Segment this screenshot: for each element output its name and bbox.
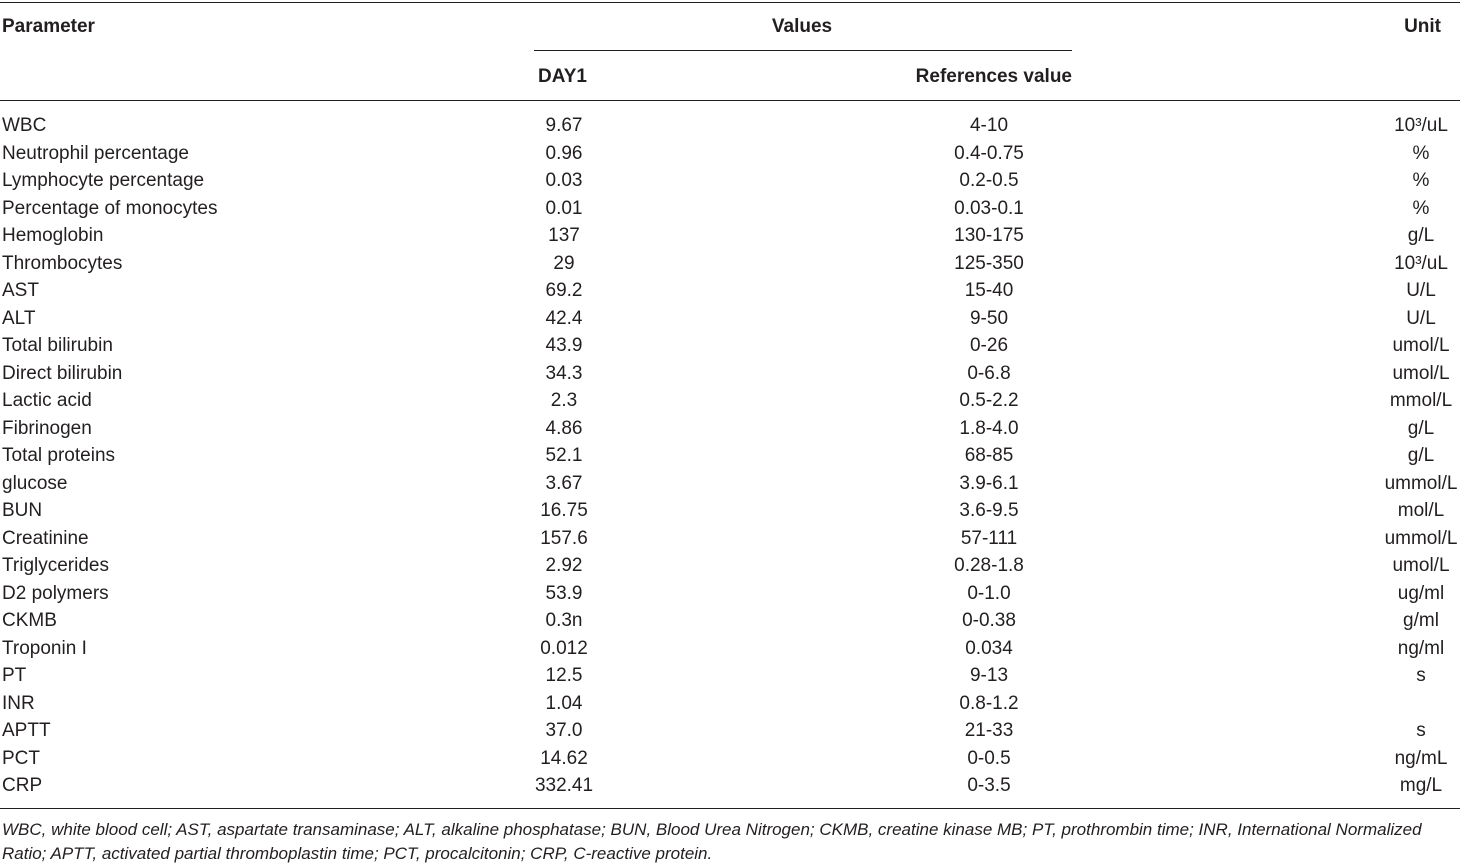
table-row bbox=[0, 140, 1460, 168]
cell-day1: 4.86 bbox=[545, 417, 583, 439]
cell-parameter: CKMB bbox=[2, 610, 57, 631]
cell-reference: 0.5-2.2 bbox=[959, 390, 1019, 411]
cell-parameter: Fibrinogen bbox=[2, 417, 92, 439]
table-row bbox=[0, 772, 1460, 800]
table-row bbox=[0, 607, 1460, 635]
cell-day1: 0.96 bbox=[545, 142, 583, 164]
table-row bbox=[0, 580, 1460, 608]
table-row bbox=[0, 222, 1460, 250]
cell-parameter: Total proteins bbox=[2, 445, 116, 466]
cell-day1: 12.5 bbox=[545, 665, 583, 686]
header-rule bbox=[0, 100, 1460, 101]
cell-reference: 3.6-9.5 bbox=[959, 500, 1019, 521]
table-row bbox=[0, 497, 1460, 525]
cell-unit: g/L bbox=[1407, 445, 1435, 466]
cell-day1: 43.9 bbox=[545, 335, 583, 356]
table-row bbox=[0, 415, 1460, 443]
cell-unit: % bbox=[1412, 170, 1430, 191]
table-body bbox=[0, 112, 1460, 800]
table-row bbox=[0, 305, 1460, 333]
cell-unit: g/ml bbox=[1403, 610, 1439, 631]
cell-unit: umol/L bbox=[1392, 555, 1450, 576]
cell-unit: U/L bbox=[1406, 307, 1436, 329]
table-row bbox=[0, 360, 1460, 388]
table-row bbox=[0, 552, 1460, 580]
header-reference: References value bbox=[915, 66, 1072, 87]
cell-day1: 14.62 bbox=[540, 747, 588, 769]
cell-reference: 130-175 bbox=[954, 225, 1024, 246]
cell-day1: 137 bbox=[548, 225, 580, 246]
cell-reference: 68-85 bbox=[964, 445, 1014, 466]
cell-unit: mg/L bbox=[1399, 775, 1443, 796]
cell-day1: 0.012 bbox=[540, 637, 588, 659]
cell-day1: 2.3 bbox=[550, 390, 578, 411]
header-values: Values bbox=[771, 16, 833, 37]
cell-day1: 9.67 bbox=[545, 115, 583, 136]
cell-reference: 0-3.5 bbox=[967, 775, 1011, 796]
table-row bbox=[0, 167, 1460, 195]
cell-parameter: Total bilirubin bbox=[2, 335, 113, 356]
cell-unit: ng/ml bbox=[1397, 637, 1445, 659]
table-row bbox=[0, 717, 1460, 745]
cell-unit: umol/L bbox=[1392, 335, 1450, 356]
table-row bbox=[0, 662, 1460, 690]
table-row bbox=[0, 635, 1460, 663]
cell-unit: ummol/L bbox=[1384, 472, 1458, 494]
cell-parameter: Neutrophil percentage bbox=[2, 142, 189, 164]
cell-parameter: Lymphocyte percentage bbox=[2, 170, 205, 191]
cell-parameter: Creatinine bbox=[2, 527, 89, 549]
cell-unit: 10³/uL bbox=[1394, 115, 1448, 136]
cell-day1: 42.4 bbox=[545, 307, 583, 329]
cell-reference: 0.4-0.75 bbox=[954, 142, 1024, 164]
table-row bbox=[0, 690, 1460, 718]
cell-unit: 10³/uL bbox=[1394, 252, 1448, 274]
cell-unit: s bbox=[1416, 665, 1426, 686]
table-row bbox=[0, 250, 1460, 278]
cell-parameter: ALT bbox=[2, 307, 36, 329]
cell-parameter: PT bbox=[2, 665, 27, 686]
cell-reference: 0-26 bbox=[969, 335, 1009, 356]
table-row bbox=[0, 332, 1460, 360]
cell-reference: 0.034 bbox=[965, 637, 1013, 659]
header-parameter: Parameter bbox=[2, 16, 95, 37]
table-row bbox=[0, 277, 1460, 305]
cell-parameter: D2 polymers bbox=[2, 582, 109, 604]
cell-reference: 57-111 bbox=[960, 527, 1018, 549]
cell-parameter: Troponin I bbox=[2, 637, 87, 659]
cell-unit: mol/L bbox=[1397, 500, 1445, 521]
cell-day1: 332.41 bbox=[534, 775, 594, 796]
cell-day1: 0.01 bbox=[545, 197, 583, 219]
cell-unit: g/L bbox=[1407, 417, 1435, 439]
table-row bbox=[0, 195, 1460, 223]
cell-parameter: INR bbox=[2, 692, 35, 714]
header-unit: Unit bbox=[1404, 16, 1441, 37]
cell-reference: 21-33 bbox=[964, 720, 1014, 741]
cell-unit: ng/mL bbox=[1394, 747, 1448, 769]
cell-reference: 4-10 bbox=[969, 115, 1009, 136]
table-row bbox=[0, 442, 1460, 470]
cell-reference: 0.03-0.1 bbox=[954, 197, 1024, 219]
cell-unit: g/L bbox=[1407, 225, 1435, 246]
cell-reference: 9-50 bbox=[969, 307, 1009, 329]
table-row bbox=[0, 112, 1460, 140]
cell-parameter: Thrombocytes bbox=[2, 252, 123, 274]
cell-day1: 1.04 bbox=[545, 692, 583, 714]
bottom-rule bbox=[0, 808, 1460, 809]
cell-reference: 125-350 bbox=[954, 252, 1024, 274]
cell-reference: 0.28-1.8 bbox=[954, 555, 1024, 576]
cell-parameter: WBC bbox=[2, 115, 47, 136]
cell-parameter: Lactic acid bbox=[2, 390, 92, 411]
cell-unit: ug/ml bbox=[1397, 582, 1445, 604]
cell-day1: 16.75 bbox=[540, 500, 588, 521]
cell-parameter: glucose bbox=[2, 472, 68, 494]
cell-unit: % bbox=[1412, 197, 1430, 219]
cell-reference: 9-13 bbox=[969, 665, 1009, 686]
cell-reference: 0.2-0.5 bbox=[959, 170, 1019, 191]
cell-day1: 157.6 bbox=[540, 527, 588, 549]
cell-reference: 0-0.38 bbox=[962, 610, 1016, 631]
cell-unit: ummol/L bbox=[1384, 527, 1458, 549]
cell-parameter: APTT bbox=[2, 720, 51, 741]
cell-day1: 3.67 bbox=[545, 472, 583, 494]
cell-reference: 1.8-4.0 bbox=[959, 417, 1019, 439]
cell-reference: 0-6.8 bbox=[967, 362, 1011, 384]
table-row bbox=[0, 745, 1460, 773]
cell-day1: 69.2 bbox=[545, 280, 583, 301]
header-day1: DAY1 bbox=[538, 66, 587, 87]
cell-parameter: AST bbox=[2, 280, 39, 301]
cell-unit: s bbox=[1416, 720, 1426, 741]
cell-day1: 53.9 bbox=[545, 582, 583, 604]
cell-parameter: Hemoglobin bbox=[2, 225, 104, 246]
cell-day1: 2.92 bbox=[545, 555, 583, 576]
cell-parameter: CRP bbox=[2, 775, 43, 796]
cell-day1: 34.3 bbox=[545, 362, 583, 384]
top-rule bbox=[0, 2, 1460, 3]
table-row bbox=[0, 387, 1460, 415]
cell-reference: 0-1.0 bbox=[967, 582, 1011, 604]
cell-parameter: PCT bbox=[2, 747, 40, 769]
cell-reference: 0-0.5 bbox=[967, 747, 1011, 769]
cell-day1: 29 bbox=[553, 252, 575, 274]
cell-reference: 0.8-1.2 bbox=[959, 692, 1019, 714]
cell-reference: 15-40 bbox=[964, 280, 1014, 301]
cell-unit: % bbox=[1412, 142, 1430, 164]
cell-parameter: Percentage of monocytes bbox=[2, 197, 218, 219]
table-row bbox=[0, 470, 1460, 498]
footnote: WBC, white blood cell; AST, aspartate transaminase; ALT, alkaline phosphatase; BUN, Blood Urea Nitrogen; CKMB, creatine kinase MB; PT, prothrombin time; INR, International Normalized Ratio; APTT, activated partial thromboplastin time; PCT, procalcitonin; CRP, C-reactive protein. bbox=[2, 820, 1422, 863]
cell-unit: umol/L bbox=[1392, 362, 1450, 384]
cell-unit: U/L bbox=[1406, 280, 1436, 301]
cell-parameter: Direct bilirubin bbox=[2, 362, 123, 384]
cell-day1: 0.03 bbox=[545, 170, 583, 191]
cell-parameter: Triglycerides bbox=[2, 555, 109, 576]
cell-reference: 3.9-6.1 bbox=[959, 472, 1019, 494]
table-row bbox=[0, 525, 1460, 553]
cell-unit: mmol/L bbox=[1389, 390, 1453, 411]
cell-day1: 0.3n bbox=[545, 610, 583, 631]
cell-day1: 37.0 bbox=[545, 720, 583, 741]
values-span-rule bbox=[534, 50, 1072, 51]
cell-parameter: BUN bbox=[2, 500, 43, 521]
cell-day1: 52.1 bbox=[545, 445, 583, 466]
